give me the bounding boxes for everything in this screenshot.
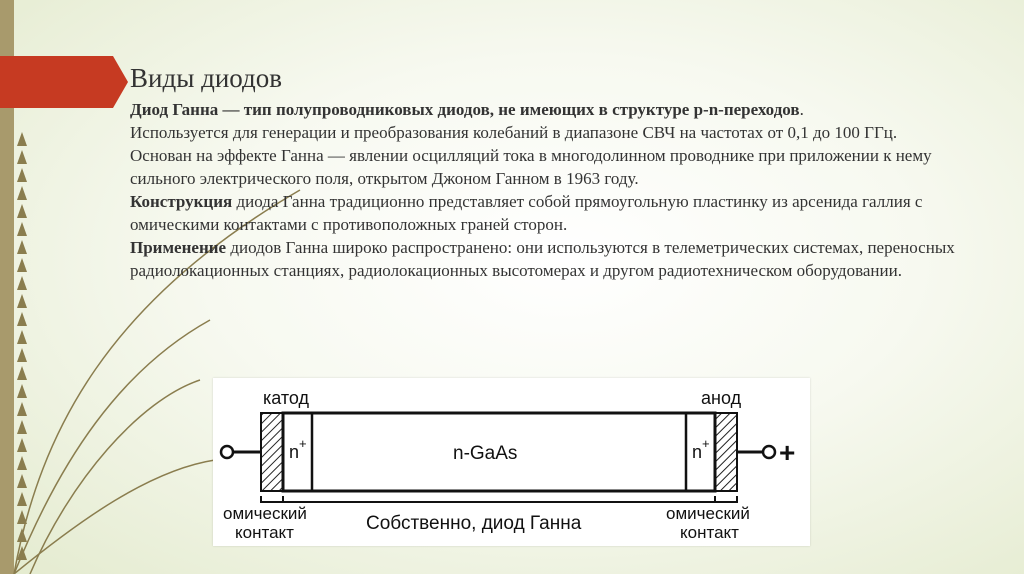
left-contact-bracket xyxy=(261,496,283,502)
left-ohmic-label-line1: омический xyxy=(223,504,307,523)
left-plus-superscript: + xyxy=(299,436,307,451)
body-bracket xyxy=(283,496,715,502)
right-ohmic-label-line2: контакт xyxy=(680,523,739,542)
accent-arrow-shape xyxy=(0,56,128,108)
paragraph-application xyxy=(130,236,990,282)
body-material-label: n-GaAs xyxy=(453,443,518,464)
slide-content xyxy=(130,62,990,282)
application-bold: Применение xyxy=(130,238,227,257)
right-ohmic-label-line1: омический xyxy=(666,504,750,523)
paragraph-definition xyxy=(130,98,990,121)
diode-caption: Собственно, диод Ганна xyxy=(366,513,582,534)
left-ohmic-contact xyxy=(261,413,283,491)
right-ohmic-contact xyxy=(715,413,737,491)
positive-terminal-sign: + xyxy=(779,437,796,468)
right-contact-bracket xyxy=(715,496,737,502)
left-terminal xyxy=(221,446,233,458)
right-plus-superscript: + xyxy=(702,436,710,451)
cathode-label: катод xyxy=(263,388,310,408)
right-terminal xyxy=(763,446,775,458)
construction-bold: Конструкция xyxy=(130,192,233,211)
paragraph-usage: Используется для генерации и преобразования колебаний в диапазоне СВЧ на частотах от 0,1 до 100 ГГц. xyxy=(130,123,898,142)
slide-title: Виды диодов xyxy=(130,63,282,93)
right-n-text: n xyxy=(692,442,703,462)
gunn-diode-diagram xyxy=(213,378,810,546)
paragraph-construction xyxy=(130,190,990,236)
anode-label: анод xyxy=(701,388,742,408)
construction-rest: диода Ганна традиционно представляет собой прямоугольную пластинку из арсенида галлия с омическими контактами с противоположных граней сторон. xyxy=(130,192,923,234)
decorative-arrowheads xyxy=(17,132,27,560)
application-rest: диодов Ганна широко распространено: они используются в телеметрических системах, переносных радиолокационных станциях, радиолокационных высотомерах и другом радиотехническом оборудовании. xyxy=(130,238,955,280)
paragraph-effect: Основан на эффекте Ганна — явлении осцилляций тока в многодолинном проводнике при приложении к нему сильного электрического поля, открытом Джоном Ганном в 1963 году. xyxy=(130,146,932,188)
left-ohmic-label-line2: контакт xyxy=(235,523,294,542)
definition-end: . xyxy=(799,100,804,119)
definition-bold: Диод Ганна — тип полупроводниковых диодов, не имеющих в структуре p-n-переходов xyxy=(130,100,800,119)
left-n-text: n xyxy=(289,442,300,462)
